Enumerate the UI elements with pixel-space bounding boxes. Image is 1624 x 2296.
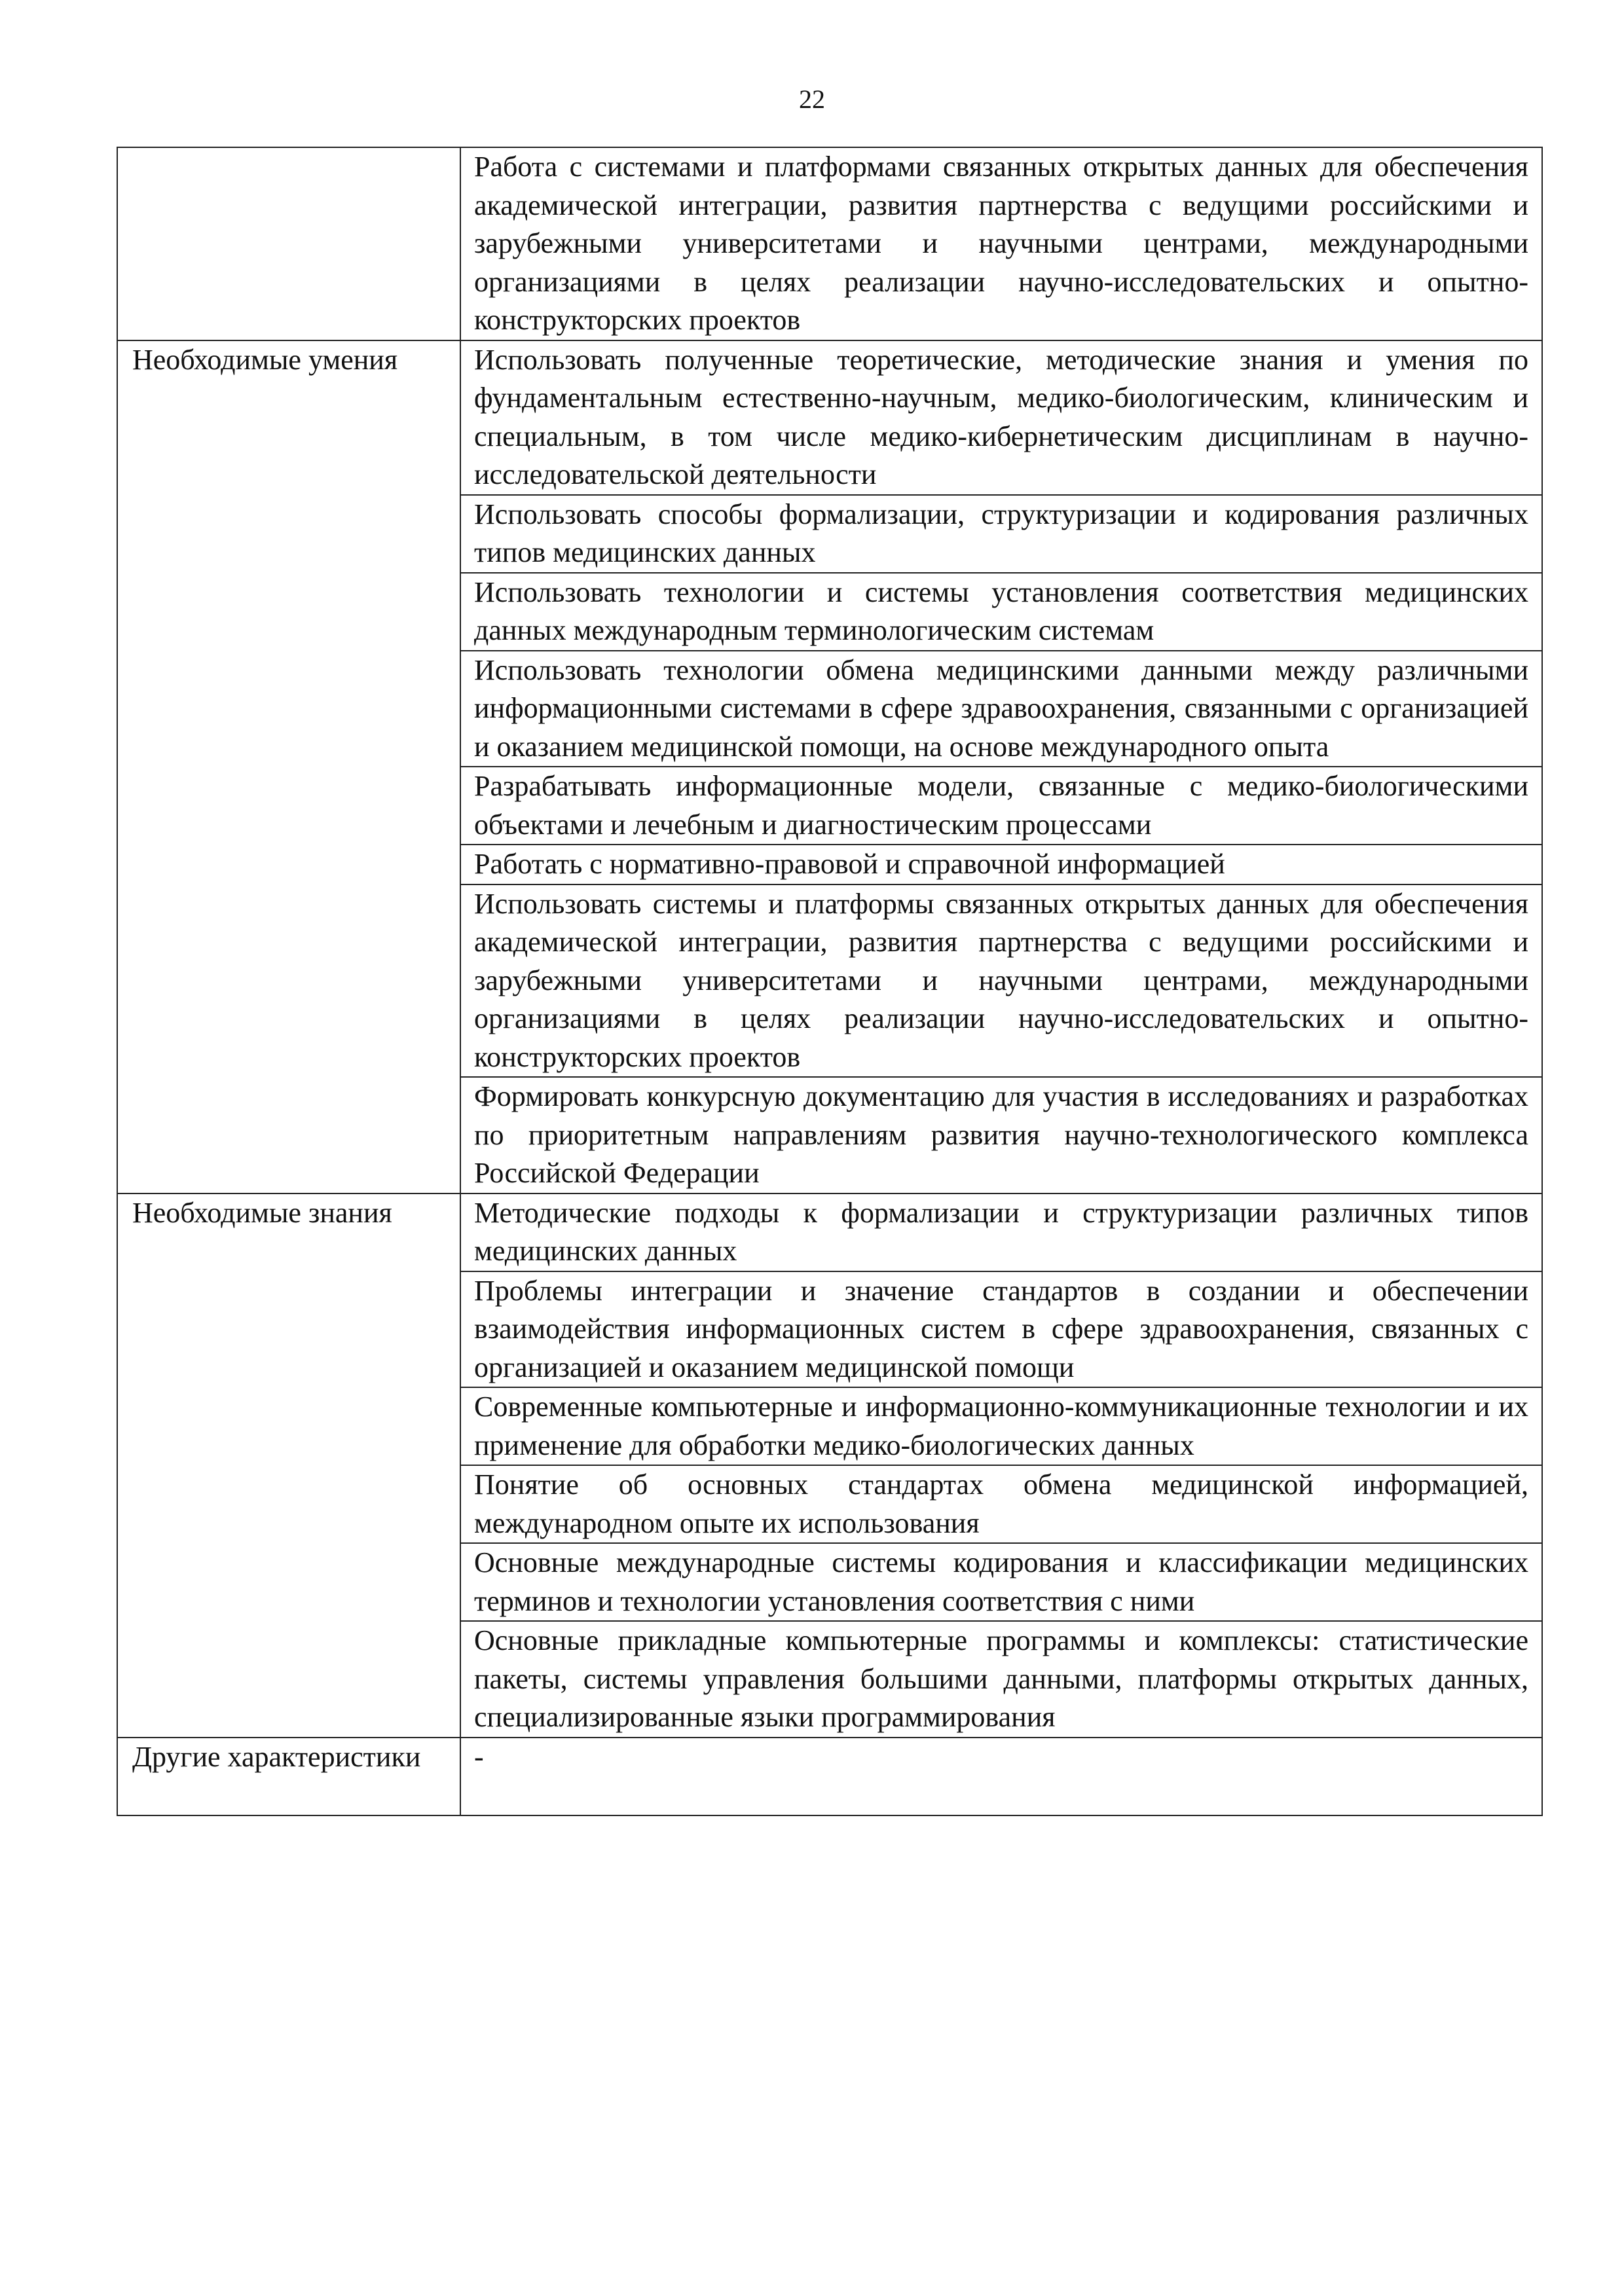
table-row xyxy=(117,1738,1542,1815)
table-cell: Проблемы интеграции и значение стандартов в создании и обеспечении взаимодействия информационных систем в сфере здравоохранения, связанных с организацией и оказанием медицинской помощи xyxy=(460,1271,1542,1388)
table-cell: Использовать полученные теоретические, методические знания и умения по фундаментальным естественно-научным, медико-биологическим, клиническим и специальным, в том числе медико-кибернетическим дисциплинам в научно-исследовательской деятельности xyxy=(460,340,1542,495)
table-cell: Использовать способы формализации, структуризации и кодирования различных типов медицинских данных xyxy=(460,495,1542,573)
row-label-skills: Необходимые умения xyxy=(117,340,460,1194)
table-cell: Работа с системами и платформами связанных открытых данных для обеспечения академической интеграции, развития партнерства с ведущими российскими и зарубежными университетами и научными центрами, международными организациями в целях реализации научно-исследовательских и опытно-конструкторских проектов xyxy=(460,147,1542,340)
table-cell: Использовать технологии и системы установления соответствия медицинских данных международным терминологическим системам xyxy=(460,573,1542,651)
table-cell: Использовать технологии обмена медицинскими данными между различными информационными системами в сфере здравоохранения, связанными с организацией и оказанием медицинской помощи, на основе международного опыта xyxy=(460,651,1542,767)
table-row xyxy=(117,340,1542,495)
table-cell: Современные компьютерные и информационно-коммуникационные технологии и их применение для обработки медико-биологических данных xyxy=(460,1387,1542,1465)
row-label-knowledge: Необходимые знания xyxy=(117,1194,460,1738)
row-label xyxy=(117,147,460,340)
table-cell: Понятие об основных стандартах обмена медицинской информацией, международном опыте их использования xyxy=(460,1465,1542,1543)
row-label-other: Другие характеристики xyxy=(117,1738,460,1815)
table-cell: Основные международные системы кодирования и классификации медицинских терминов и технологии установления соответствия с ними xyxy=(460,1543,1542,1621)
table-cell: Основные прикладные компьютерные программы и комплексы: статистические пакеты, системы управления большими данными, платформы открытых данных, специализированные языки программирования xyxy=(460,1621,1542,1738)
page-number: 22 xyxy=(799,84,825,114)
table-row xyxy=(117,147,1542,340)
table-cell: Методические подходы к формализации и структуризации различных типов медицинских данных xyxy=(460,1194,1542,1271)
table-cell: Использовать системы и платформы связанных открытых данных для обеспечения академической интеграции, развития партнерства с ведущими российскими и зарубежными университетами и научными центрами, международными организациями в целях реализации научно-исследовательских и опытно-конструкторских проектов xyxy=(460,884,1542,1078)
table-cell: Формировать конкурсную документацию для участия в исследованиях и разработках по приоритетным направлениям развития научно-технологического комплекса Российской Федерации xyxy=(460,1077,1542,1194)
table-cell: Разрабатывать информационные модели, связанные с медико-биологическими объектами и лечебным и диагностическим процессами xyxy=(460,767,1542,845)
table-cell: - xyxy=(460,1738,1542,1815)
characteristics-table xyxy=(117,147,1543,1816)
table-cell: Работать с нормативно-правовой и справочной информацией xyxy=(460,845,1542,884)
table-row xyxy=(117,1194,1542,1271)
